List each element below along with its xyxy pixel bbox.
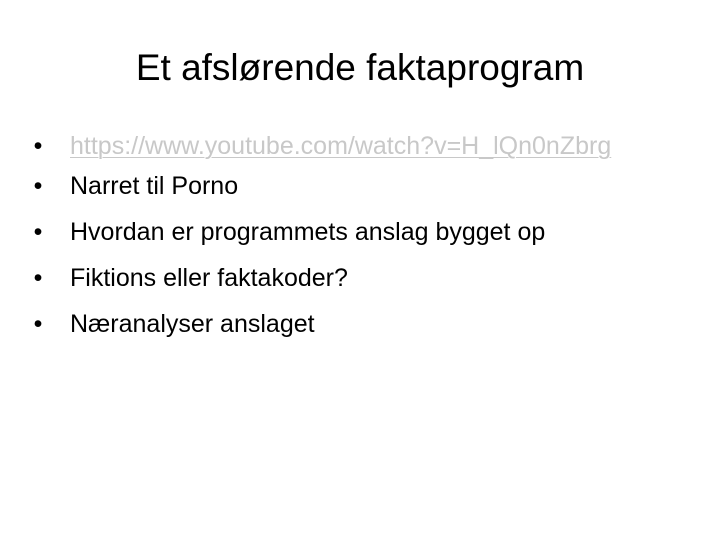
bullet-item — [27, 171, 693, 201]
bullet-text: Næranalyser anslaget — [70, 310, 315, 338]
bullet-item — [27, 217, 693, 247]
bullet-list — [27, 131, 693, 355]
bullet-item-link — [27, 131, 693, 161]
bullet-text: Narret til Porno — [70, 172, 239, 200]
bullet-icon: • — [33, 132, 43, 160]
bullet-icon: • — [33, 264, 43, 292]
bullet-item — [27, 309, 693, 339]
bullet-text: Hvordan er programmets anslag bygget op — [70, 218, 546, 246]
bullet-text: Fiktions eller faktakoder? — [70, 264, 348, 292]
bullet-icon: • — [33, 310, 43, 338]
youtube-link[interactable]: https://www.youtube.com/watch?v=H_lQn0nZbrg — [70, 132, 612, 160]
bullet-icon: • — [33, 218, 43, 246]
slide-title: Et afslørende faktaprogram — [135, 47, 585, 88]
bullet-item — [27, 263, 693, 293]
bullet-icon: • — [33, 172, 43, 200]
